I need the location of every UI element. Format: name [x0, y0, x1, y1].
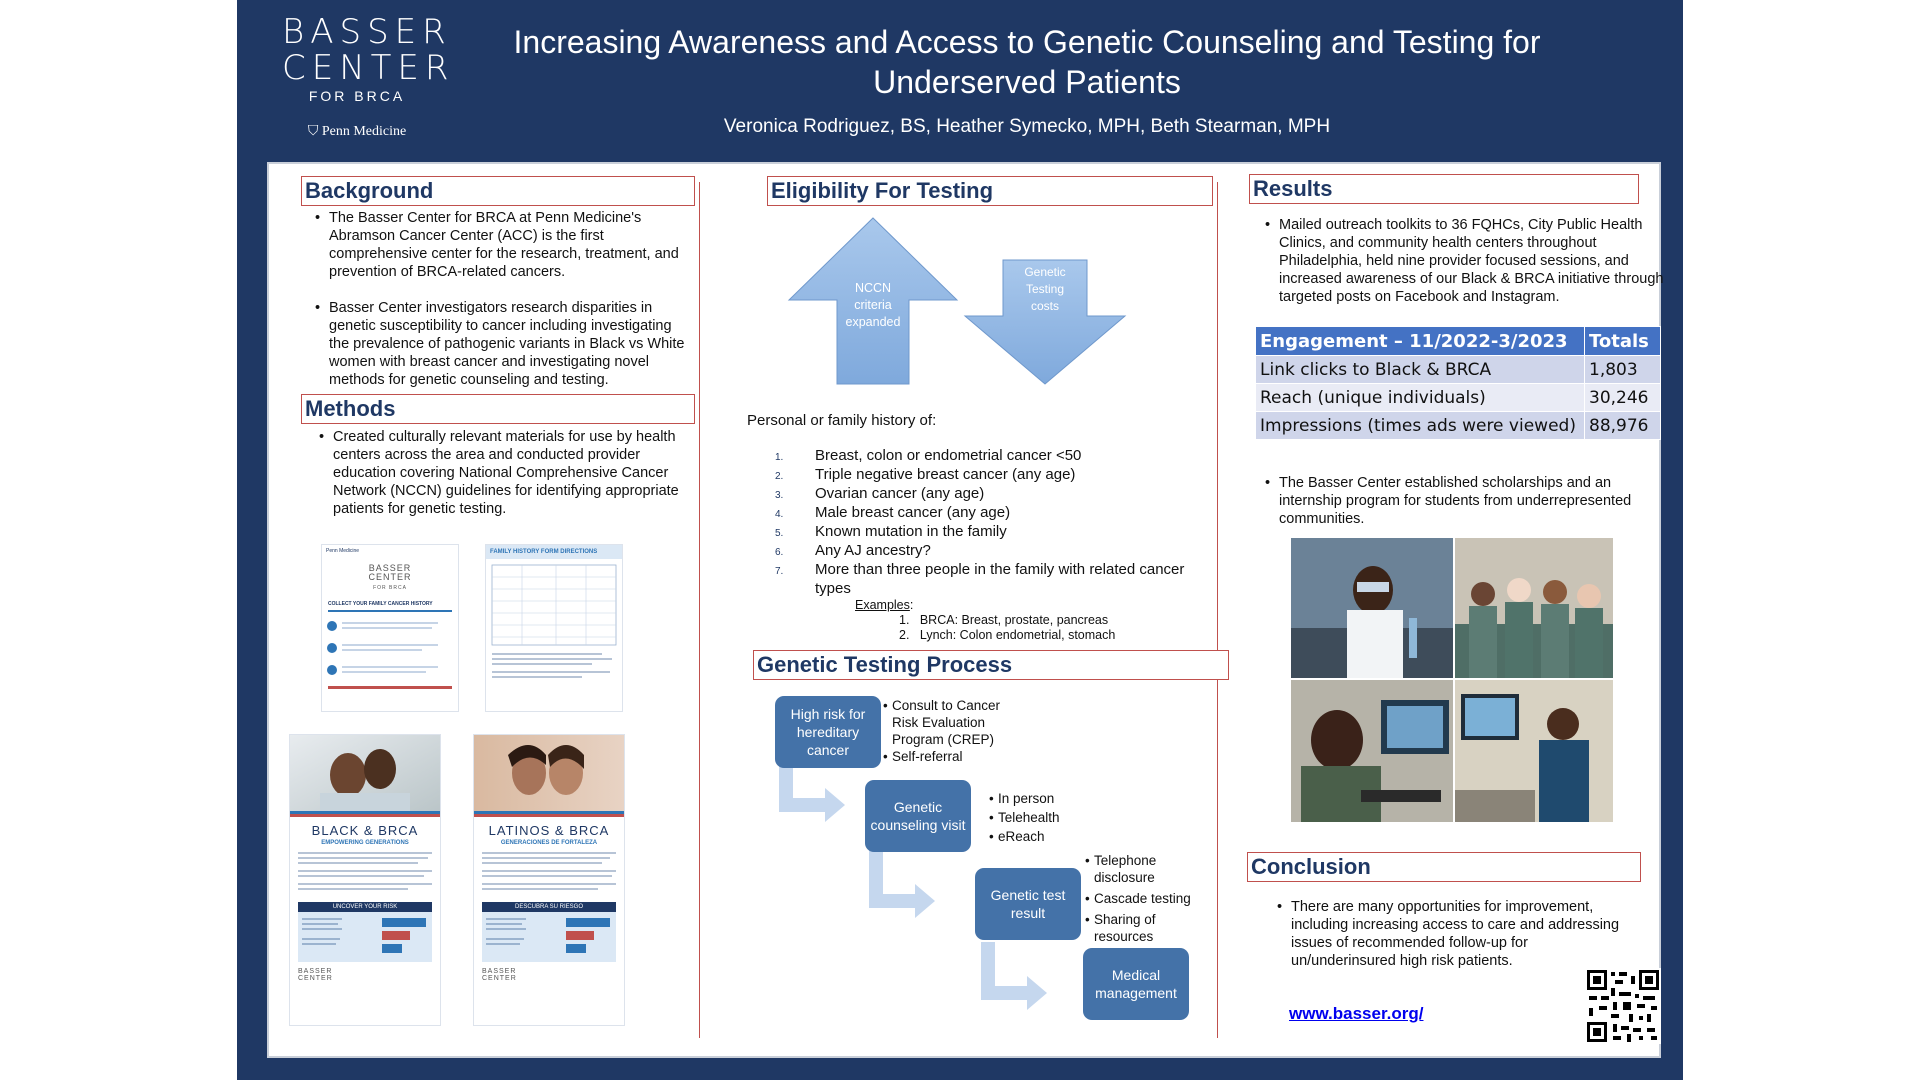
qr-code-icon[interactable] [1585, 968, 1661, 1044]
table-row [1256, 356, 1661, 384]
latinos-brca-risk-box [482, 902, 616, 962]
photo-intern-workstation [1455, 680, 1613, 822]
criteria-item [775, 465, 1215, 484]
process-heading: Genetic Testing Process [753, 650, 1229, 680]
row-value-reach: 30,246 [1585, 384, 1661, 412]
logo-for-brca: FOR BRCA [308, 88, 406, 104]
results-text-2 [1263, 474, 1653, 528]
basser-logo [282, 12, 455, 140]
column-divider-left [699, 182, 700, 1038]
logo-center: CENTER [282, 48, 455, 88]
table-row [1256, 412, 1661, 440]
conclusion-text [1275, 898, 1635, 970]
step3-details [1085, 852, 1205, 945]
latinos-brca-subtitle: GENERACIONES DE FORTALEZA [500, 840, 598, 846]
penn-medicine-text: Penn Medicine [321, 124, 407, 139]
eligibility-heading: Eligibility For Testing [767, 176, 1213, 206]
methods-bullet-1: • Created culturally relevant materials for use by health centers across the area and conducted provider education covering National Comprehensive Cancer Network (NCCN) guidelines for identifying appropriate patients for genetic testing. [333, 428, 693, 518]
examples-label: Examples [855, 598, 910, 612]
step-high-risk: High risk for hereditary cancer [775, 696, 881, 768]
row-label-reach: Reach (unique individuals) [1256, 384, 1585, 412]
black-brca-subtitle: EMPOWERING GENERATIONS [321, 840, 409, 846]
background-text [313, 209, 693, 389]
step1-details [883, 697, 1013, 765]
engagement-header-label: Engagement – 11/2022-3/2023 [1256, 327, 1585, 356]
family-history-flyer-thumbnail[interactable]: Penn Medicine BASSER CENTER FOR BRCA COLLECT YOUR FAMILY CANCER HISTORY [321, 544, 459, 712]
criteria-text: Any AJ ancestry? [815, 542, 931, 559]
criteria-number: 2. [775, 471, 784, 482]
step-medical-management: Medical management [1083, 948, 1189, 1020]
photo-student-computer [1291, 680, 1453, 822]
criteria-text: Breast, colon or endometrial cancer <50 [815, 447, 1082, 464]
latinos-brca-body-text [474, 846, 624, 900]
row-value-impressions: 88,976 [1585, 412, 1661, 440]
criteria-number: 5. [775, 528, 784, 539]
black-brca-risk-title: UNCOVER YOUR RISK [298, 902, 432, 912]
engagement-table-header [1256, 327, 1661, 356]
criteria-text: Triple negative breast cancer (any age) [815, 466, 1076, 483]
table-row [1256, 384, 1661, 412]
criteria-list [775, 446, 1215, 598]
criteria-item [775, 503, 1215, 522]
criteria-number: 6. [775, 547, 784, 558]
example-1: 1. BRCA: Breast, prostate, pancreas [899, 613, 1109, 627]
methods-heading: Methods [301, 394, 695, 424]
row-label-link-clicks: Link clicks to Black & BRCA [1256, 356, 1585, 384]
poster-header [237, 0, 1683, 160]
example-2-text: Lynch: Colon endometrial, stomach [919, 628, 1116, 642]
black-brca-body-text [290, 846, 440, 900]
poster-title: Increasing Awareness and Access to Genetic Counseling and Testing for Underserved Patients [513, 24, 1541, 100]
basser-website-link[interactable]: www.basser.org/ [1289, 1004, 1424, 1023]
thumb1-body [322, 618, 458, 698]
results-heading: Results [1249, 174, 1639, 204]
shield-icon: ⛉ [307, 124, 319, 139]
criteria-text: Known mutation in the family [815, 523, 1007, 540]
photo-interns-group [1455, 538, 1613, 678]
criteria-number: 1. [775, 452, 784, 463]
latinos-brca-flyer[interactable]: LATINOS & BRCA GENERACIONES DE FORTALEZA DESCUBRA SU RIESGO BASSER CENTER [473, 734, 625, 1026]
step-test-result: Genetic test result [975, 868, 1081, 940]
photo-student-computer-image [1291, 680, 1453, 822]
thumb1-title: COLLECT YOUR FAMILY CANCER HISTORY [328, 601, 433, 607]
latinos-brca-photo [474, 735, 624, 817]
examples-block: Examples: 1. BRCA: Breast, prostate, pancreas 2. Lynch: Colon endometrial, stomach [775, 598, 1215, 643]
eligibility-criteria-list [775, 446, 1215, 643]
black-brca-title: BLACK & BRCA [311, 823, 419, 838]
step1-item-self-referral: • Self-referral [883, 748, 1013, 765]
engagement-header-totals: Totals [1585, 327, 1661, 356]
criteria-text: Male breast cancer (any age) [815, 504, 1011, 521]
conclusion-bullet: • There are many opportunities for improvement, including increasing access to care and addressing issues of recommended follow-up for un/underinsured high risk patients. [1291, 898, 1635, 970]
photo-intern-workstation-image [1455, 680, 1613, 822]
family-history-form-thumbnail[interactable] [485, 544, 623, 712]
conclusion-heading: Conclusion [1247, 852, 1641, 882]
content-panel [267, 162, 1664, 1058]
logo-basser: BASSER [282, 12, 452, 52]
step3-item-cascade: • Cascade testing [1085, 890, 1205, 907]
row-value-link-clicks: 1,803 [1585, 356, 1661, 384]
criteria-number: 7. [775, 566, 784, 577]
engagement-table [1255, 326, 1661, 440]
results-text-1 [1263, 216, 1667, 306]
results-bullet-2: • The Basser Center established scholarships and an internship program for students from underrepresented communities. [1279, 474, 1653, 528]
step-counseling-visit: Genetic counseling visit [865, 780, 971, 852]
row-label-impressions: Impressions (times ads were viewed) [1256, 412, 1585, 440]
latinos-brca-risk-title: DESCUBRA SU RIESGO [482, 902, 616, 912]
step1-item-crep: • Consult to Cancer Risk Evaluation Program (CREP) [883, 697, 1013, 748]
criteria-item [775, 522, 1215, 541]
photo-lab-student-image [1291, 538, 1453, 678]
example-2: 2. Lynch: Colon endometrial, stomach [899, 628, 1116, 642]
criteria-number: 4. [775, 509, 784, 520]
black-brca-risk-box [298, 902, 432, 962]
latinos-brca-title: LATINOS & BRCA [488, 823, 610, 838]
nccn-arrow-label: NCCN criteria expanded [845, 281, 901, 329]
step2-details [989, 790, 1089, 845]
step3-item-resources: • Sharing of resources [1085, 911, 1205, 945]
poster [237, 0, 1683, 1080]
black-brca-photo [290, 735, 440, 817]
background-heading: Background [301, 176, 695, 206]
black-brca-risk-chart [298, 912, 432, 962]
criteria-item [775, 484, 1215, 503]
criteria-number: 3. [775, 490, 784, 501]
criteria-item [775, 541, 1215, 560]
photo-lab-student [1291, 538, 1453, 678]
methods-text [317, 428, 693, 518]
step2-item-telehealth: • Telehealth [989, 809, 1089, 826]
background-bullet-1: • The Basser Center for BRCA at Penn Medicine's Abramson Cancer Center (ACC) is the first comprehensive center for the research, treatment, and prevention of BRCA-related cancers. [329, 209, 693, 281]
example-1-text: BRCA: Breast, prostate, pancreas [919, 613, 1109, 627]
testing-costs-arrow-label: Genetic Testing costs [1024, 265, 1066, 313]
criteria-item [775, 560, 1215, 598]
step2-item-in-person: • In person [989, 790, 1089, 807]
criteria-text: More than three people in the family with related cancer types [815, 561, 1185, 597]
eligibility-intro: Personal or family history of: [747, 412, 937, 429]
poster-authors: Veronica Rodriguez, BS, Heather Symecko, MPH, Beth Stearman, MPH [723, 116, 1331, 137]
photo-interns-group-image [1455, 538, 1613, 678]
penn-medicine-logo [282, 124, 432, 140]
criteria-item [775, 446, 1215, 465]
black-brca-flyer[interactable]: BLACK & BRCA EMPOWERING GENERATIONS UNCOVER YOUR RISK BASSER CENTER [289, 734, 441, 1026]
criteria-text: Ovarian cancer (any age) [815, 485, 985, 502]
latinos-brca-risk-chart [482, 912, 616, 962]
thumb2-form-grid [486, 559, 622, 689]
thumb2-title: FAMILY HISTORY FORM DIRECTIONS [486, 545, 622, 559]
column-divider-right [1217, 182, 1218, 1038]
step3-item-telephone: • Telephone disclosure [1085, 852, 1205, 886]
results-bullet-1: • Mailed outreach toolkits to 36 FQHCs, City Public Health Clinics, and community health centers throughout Philadelphia, held nine provider focused sessions, and increased awareness of our Black & BRCA initiative through targeted posts on Facebook and Instagram. [1279, 216, 1667, 306]
step2-item-ereach: • eReach [989, 828, 1089, 845]
background-bullet-2: • Basser Center investigators research disparities in genetic susceptibility to cancer including investigating the prevalence of pathogenic variants in Black vs White women with breast cancer and investigating novel methods for genetic counseling and testing. [329, 299, 693, 389]
